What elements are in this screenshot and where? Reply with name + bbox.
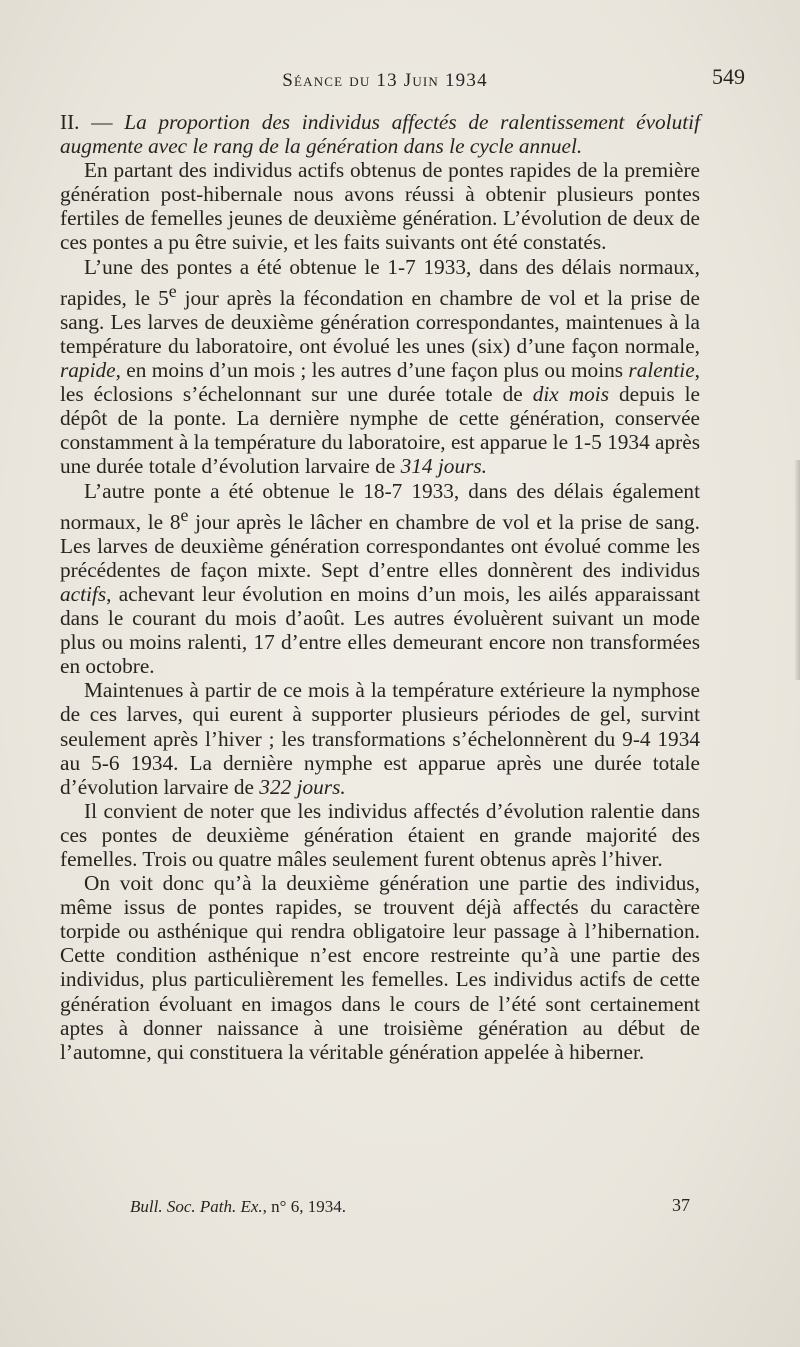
paragraph-3	[60, 479, 700, 679]
p2-italic-314-jours: 314 jours.	[400, 454, 487, 479]
paragraph-2	[60, 255, 700, 479]
p2-text-d: , les éclosions s’échelonnant sur une durée totale de	[60, 358, 700, 407]
p2-text-c: , en moins d’un mois ; les autres d’une façon plus ou moins	[115, 358, 629, 383]
journal-reference	[130, 1197, 346, 1217]
p3-italic-actifs: actifs	[60, 581, 107, 606]
p2-text-b: jour après la fécondation en chambre de vol et la prise de sang. Les larves de deuxième génération correspondantes, maintenues à la température du laboratoire, ont évolué les unes (six) d’une façon normale,	[60, 285, 700, 358]
p3-text-a: L’autre ponte a été obtenue le 18-7 1933, dans des délais également normaux, le 8	[60, 478, 700, 534]
page-header	[60, 62, 745, 102]
paragraph-1: En partant des individus actifs obtenus de pontes rapides de la première génération post-hibernale nous avons réussi à obtenir plusieurs pontes fertiles de femelles jeunes de deuxième génération. L’évolution de deux de ces pontes a pu être suivie, et les faits suivants ont été constatés.	[60, 158, 700, 255]
p2-italic-ralentie: ralentie	[628, 358, 695, 383]
p4-text-a: Maintenues à partir de ce mois à la température extérieure la nymphose de ces larves, qui eurent à supporter plusieurs périodes de gel, survint seulement après l’hiver ; les transformations s’échelonnèrent du 9-4 1934 au 5-6 1934. La dernière nymphe est apparue après une durée totale d’évolution larvaire de	[60, 678, 700, 799]
section-heading	[60, 110, 700, 158]
journal-issue: , n° 6, 1934.	[262, 1197, 346, 1216]
paragraph-4	[60, 678, 700, 798]
p2-text-a: L’une des pontes a été obtenue le 1-7 1933, dans des délais normaux, rapides, le 5	[60, 254, 700, 310]
paragraph-5: Il convient de noter que les individus affectés d’évolution ralentie dans ces pontes de deuxième génération étaient en grande majorité des femelles. Trois ou quatre mâles seulement furent obtenus après l’hiver.	[60, 798, 700, 871]
p2-italic-rapide: rapide	[60, 358, 116, 383]
p3-text-c: , achevant leur évolution en moins d’un mois, les ailés apparaissant dans le courant du mois d’août. Les autres évoluèrent suivant un mode plus ou moins ralenti, 17 d’entre elles demeurant encore non transformées en octobre.	[60, 581, 700, 679]
article-body	[60, 110, 700, 1064]
section-heading-text: La proportion des individus affectés de ralentissement évolutif augmente avec le rang de la génération dans le cycle annuel.	[60, 110, 700, 159]
section-number: II. —	[60, 110, 125, 134]
p2-text-e: depuis le dépôt de la ponte. La dernière nymphe de cette génération, conservée constamment à la température du laboratoire, est apparue le 1-5 1934 après une durée totale d’évolution larvaire de	[60, 382, 700, 479]
page-number: 549	[712, 64, 745, 89]
p3-text-b: jour après le lâcher en chambre de vol et la prise de sang. Les larves de deuxième génération correspondantes ont évolué comme les précédentes de façon mixte. Sept d’entre elles donnèrent des individus	[60, 509, 700, 582]
running-head: Séance du 13 Juin 1934	[282, 70, 488, 91]
p4-italic-322-jours: 322 jours.	[259, 774, 346, 799]
p2-italic-dix-mois: dix mois	[532, 382, 609, 407]
paragraph-6: On voit donc qu’à la deuxième génération une partie des individus, même issus de pontes rapides, se trouvent déjà affectés du caractère torpide ou asthénique qui rendra obligatoire leur passage à l’hibernation. Cette condition asthénique n’est encore restreinte qu’à une partie des individus, plus particulièrement les femelles. Les individus actifs de cette génération évoluant en imagos dans le cours de l’été sont certainement aptes à donner naissance à une troisième génération au début de l’automne, qui constituera la véritable génération appelée à hiberner.	[60, 871, 700, 1064]
p2-superscript: e	[168, 280, 177, 301]
p3-superscript: e	[180, 504, 189, 525]
page-edge-shadow	[794, 460, 800, 680]
journal-title: Bull. Soc. Path. Ex.	[130, 1197, 263, 1216]
signature-mark: 37	[672, 1195, 690, 1215]
page-footer	[130, 1197, 690, 1225]
